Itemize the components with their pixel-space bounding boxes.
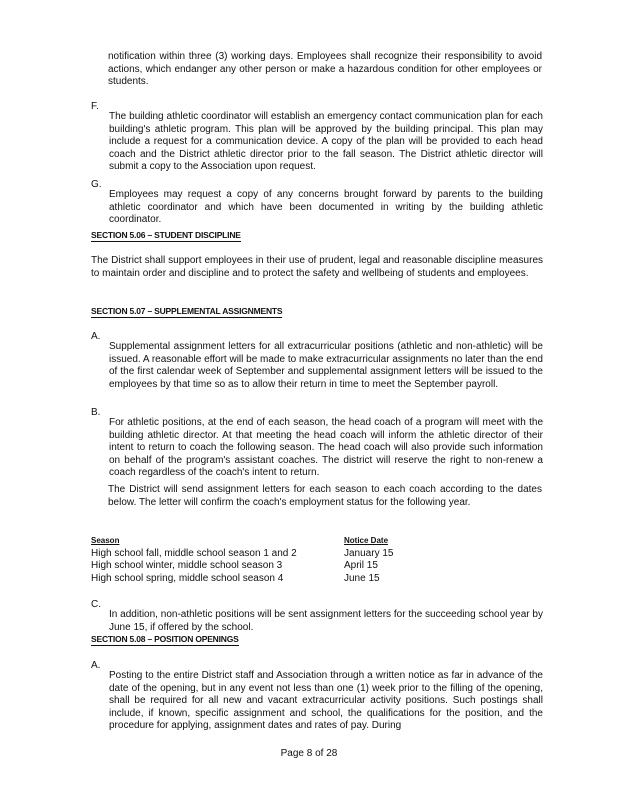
season-table-header — [91, 535, 393, 548]
list-item-label: C. — [91, 599, 101, 610]
table-row — [91, 560, 393, 573]
list-item-label: A. — [91, 331, 101, 342]
section-heading-text: SECTION 5.07 – SUPPLEMENTAL ASSIGNMENTS — [91, 306, 283, 316]
list-item-label: A. — [91, 660, 101, 671]
list-item-text: Employees may request a copy of any concerns brought forward by parents to the building athletic coordinator and which have been documented in writing by the building athletic coordinator. — [109, 189, 543, 226]
section-heading-5-06 — [91, 230, 241, 243]
section-heading-5-07 — [91, 306, 282, 319]
list-item-text: Posting to the entire District staff and Association through a written notice as far in advance of the date of the opening, but in any event not less than one (1) week prior to the filling of the opening, shall be required for all new and vacant extracurricular activity positions. Such postings shall include, if known, specific assignment and school, the qualifications for the position, and the procedure for applying, assignment dates and rates of pay. During — [109, 670, 543, 732]
notice-date-cell: April 15 — [344, 560, 378, 572]
section-5-06-paragraph — [91, 255, 543, 280]
intro-paragraph-text: notification within three (3) working days. Employees shall recognize their responsibility to avoid actions, which endanger any other person or make a hazardous condition for other employees or students. — [108, 51, 542, 88]
list-item-label: B. — [91, 407, 101, 418]
season-cell: High school spring, middle school season 4 — [91, 572, 284, 584]
page-number: Page 8 of 28 — [280, 748, 338, 759]
list-item-text: In addition, non-athletic positions will be sent assignment letters for the succeeding school year by June 15, if offered by the school. — [109, 609, 543, 633]
section-heading-5-08 — [91, 634, 239, 647]
season-cell: High school fall, middle school season 1 and 2 — [91, 547, 297, 559]
season-table — [91, 535, 393, 585]
list-item-text: The building athletic coordinator will establish an emergency contact communication plan for each building's athletic program. This plan will be approved by the building principal. This plan may include a request for a communication device. A copy of the plan will be provided to each head coach and the District athletic director prior to the fall season. The District athletic director will submit a copy to the Association upon request. — [109, 111, 543, 173]
page-number-footer — [0, 748, 618, 761]
notice-date-cell: June 15 — [344, 572, 380, 584]
notice-date-cell: January 15 — [344, 547, 394, 559]
season-cell: High school winter, middle school season 3 — [91, 560, 283, 572]
list-item-text: Supplemental assignment letters for all extracurricular positions (athletic and non-athletic) will be issued. A reasonable effort will be made to make extracurricular assignments no later than the end of the first calendar week of September and supplemental assignment letters will be issued to the employees by that time so as to allow their return in time to meet the September payroll. — [109, 341, 543, 390]
section-heading-text: SECTION 5.06 – STUDENT DISCIPLINE — [91, 230, 241, 240]
notice-date-column-header: Notice Date — [344, 536, 389, 545]
assignment-note-text: The District will send assignment letters for each season to each coach according to the dates below. The letter will confirm the coach's employment status for the following year. — [108, 484, 542, 508]
section-paragraph-text: The District shall support employees in their use of prudent, legal and reasonable discipline measures to maintain order and discipline and to protect the safety and wellbeing of students and employees. — [91, 255, 543, 279]
list-item-f — [91, 101, 543, 184]
intro-paragraph — [108, 51, 542, 89]
table-row — [91, 548, 393, 561]
list-item-label: F. — [91, 101, 99, 112]
list-item-g — [91, 179, 543, 237]
list-item-a-postings — [91, 660, 543, 743]
list-item-text: For athletic positions, at the end of each season, the head coach of a program will meet with the building athletic director. At that meeting the head coach will inform the athletic director of their intent to return to coach the following season. The head coach will also provide such information on behalf of the program's assistant coaches. The district will reserve the right to non-renew a coach regardless of the coach's intent to return. — [109, 417, 543, 479]
assignment-note — [108, 484, 542, 509]
season-column-header: Season — [91, 536, 120, 545]
list-item-b-athletic — [91, 407, 543, 490]
list-item-a-supplemental — [91, 331, 543, 401]
table-row — [91, 573, 393, 586]
section-heading-text: SECTION 5.08 – POSITION OPENINGS — [91, 634, 239, 644]
list-item-label: G. — [91, 179, 102, 190]
